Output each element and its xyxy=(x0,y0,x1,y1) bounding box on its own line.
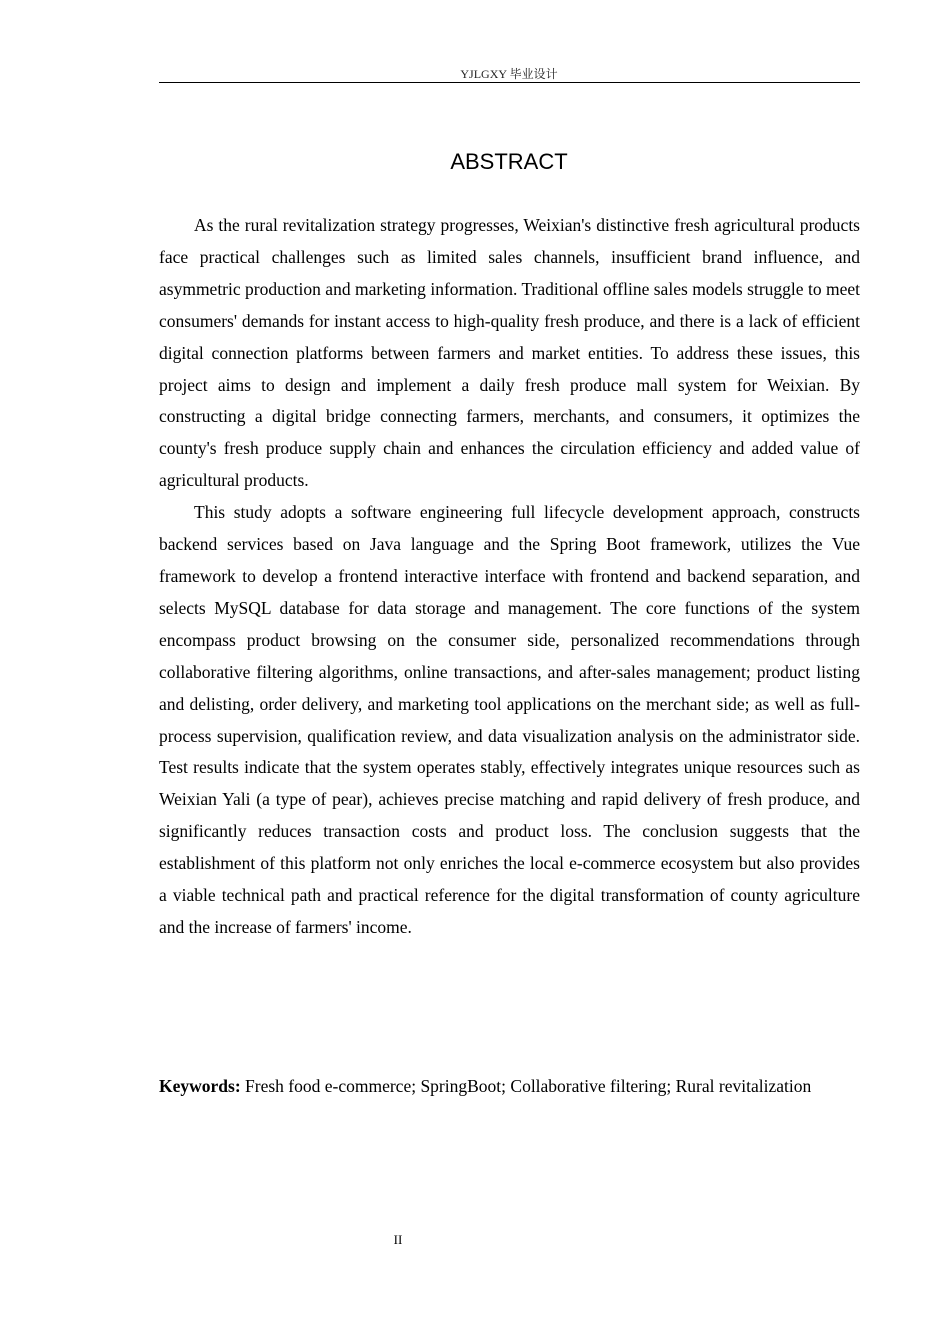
abstract-paragraph-2: This study adopts a software engineering full lifecycle development approach, constructs backend services based on Java language and the Spring Boot framework, utilizes the Vue framework to develop a frontend interactive interface with frontend and backend separation, and selects MySQL database for data storage and management. The core functions of the system encompass product browsing on the consumer side, personalized recommendations through collaborative filtering algorithms, online transactions, and after-sales management; product listing and delisting, order delivery, and marketing tool applications on the merchant side; as well as full-process supervision, qualification review, and data visualization analysis on the administrator side. Test results indicate that the system operates stably, effectively integrates unique resources such as Weixian Yali (a type of pear), achieves precise matching and rapid delivery of fresh produce, and significantly reduces transaction costs and product loss. The conclusion suggests that the establishment of this platform not only enriches the local e-commerce ecosystem but also provides a viable technical path and practical reference for the digital transformation of county agriculture and the increase of farmers' income. xyxy=(159,502,860,937)
keywords-line xyxy=(159,1068,860,1105)
keywords-label: Keywords: xyxy=(159,1076,241,1096)
keywords-text: Fresh food e-commerce; SpringBoot; Collaborative filtering; Rural revitalization xyxy=(245,1076,812,1096)
abstract-title: ABSTRACT xyxy=(450,149,568,174)
running-header: YJLGXY 毕业设计 xyxy=(460,67,558,81)
abstract-body xyxy=(159,210,860,944)
page-number: II xyxy=(393,1232,403,1247)
abstract-paragraph-1: As the rural revitalization strategy progresses, Weixian's distinctive fresh agricultural products face practical challenges such as limited sales channels, insufficient brand influence, and asymmetric production and marketing information. Traditional offline sales models struggle to meet consumers' demands for instant access to high-quality fresh produce, and there is a lack of efficient digital connection platforms between farmers and market entities. To address these issues, this project aims to design and implement a daily fresh produce mall system for Weixian. By constructing a digital bridge connecting farmers, merchants, and consumers, it optimizes the county's fresh produce supply chain and enhances the circulation efficiency and added value of agricultural products. xyxy=(159,215,860,491)
header-divider xyxy=(159,82,860,83)
